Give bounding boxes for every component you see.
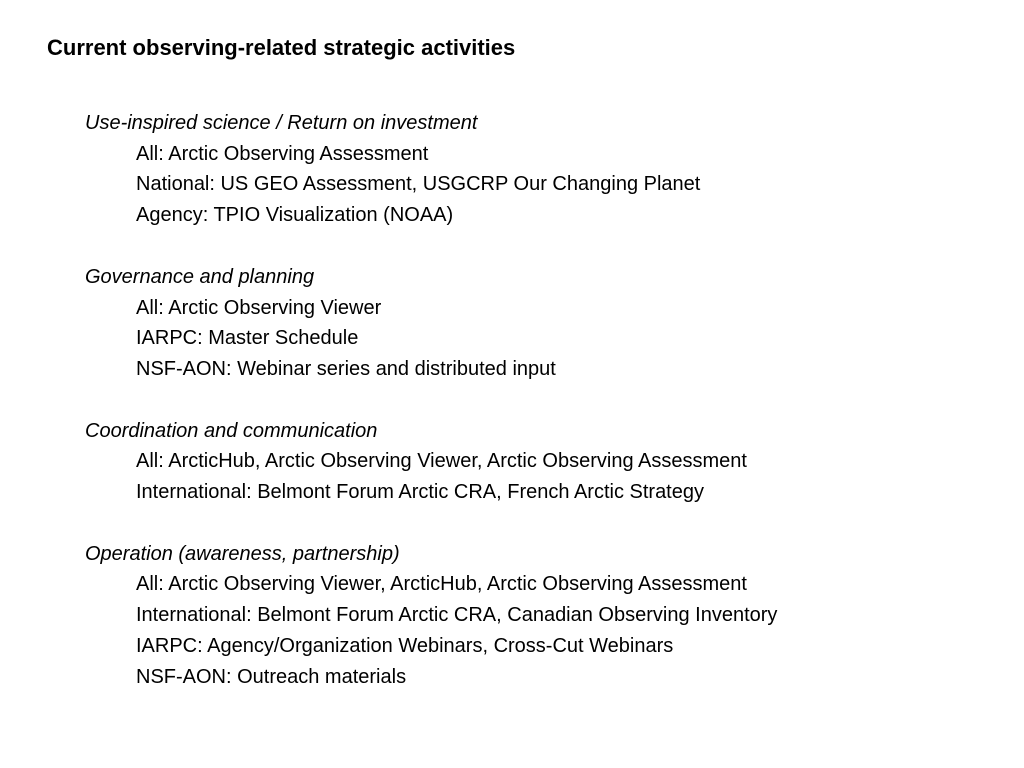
section-use-inspired-science [85, 108, 985, 231]
slide-title: Current observing-related strategic activities [47, 35, 516, 60]
section-item: NSF-AON: Webinar series and distributed input [136, 357, 556, 380]
section-operation [85, 539, 985, 693]
section-item: National: US GEO Assessment, USGCRP Our Changing Planet [136, 173, 701, 196]
section-heading: Use-inspired science / Return on investment [85, 112, 478, 134]
slide-content [85, 108, 985, 723]
section-item: Agency: TPIO Visualization (NOAA) [136, 204, 454, 227]
section-item: International: Belmont Forum Arctic CRA, French Arctic Strategy [136, 481, 704, 504]
section-item: International: Belmont Forum Arctic CRA, Canadian Observing Inventory [136, 604, 778, 627]
section-coordination-communication [85, 416, 985, 508]
section-item: All: Arctic Observing Viewer [136, 296, 382, 319]
section-heading: Governance and planning [85, 265, 315, 288]
section-item: NSF-AON: Outreach materials [136, 665, 407, 688]
section-item: IARPC: Agency/Organization Webinars, Cross-Cut Webinars [136, 634, 674, 657]
section-heading: Operation (awareness, partnership) [85, 542, 400, 565]
section-governance-planning [85, 262, 985, 385]
section-item: All: Arctic Observing Viewer, ArcticHub, Arctic Observing Assessment [136, 573, 747, 596]
section-heading: Coordination and communication [85, 419, 378, 442]
section-item: IARPC: Master Schedule [136, 327, 359, 350]
section-item: All: Arctic Observing Assessment [136, 142, 429, 165]
section-item: All: ArcticHub, Arctic Observing Viewer, Arctic Observing Assessment [136, 450, 747, 473]
